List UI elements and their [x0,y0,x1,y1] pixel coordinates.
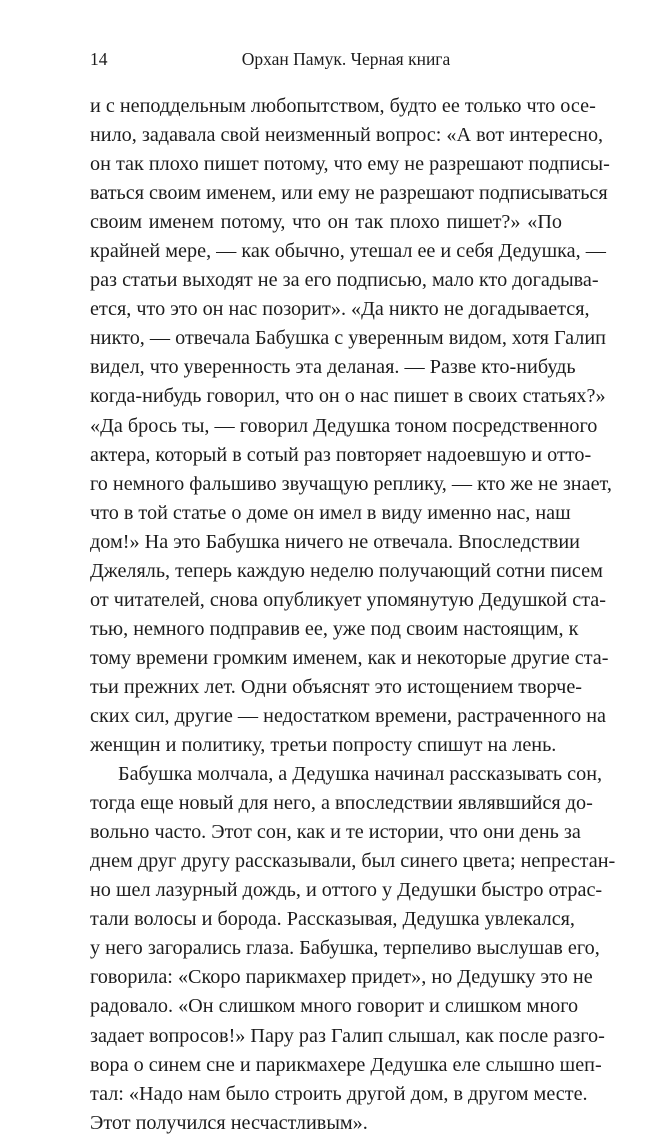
text-line: тали волосы и борода. Рассказывая, Дедушка увлекался, [90,908,575,931]
text-line: раз статьи выходят не за его подписью, мало кто догадыва- [90,269,599,292]
text-line: никто, — отвечала Бабушка с уверенным видом, хотя Галип [90,327,606,350]
text-line: крайней мере, — как обычно, утешал ее и себя Дедушка, — [90,240,606,263]
text-line: тью, немного подправив ее, уже под своим настоящим, к [90,617,579,640]
text-line: вольно часто. Этот сон, как и те истории, что они день за [90,821,581,844]
text-line: он так плохо пишет потому, что ему не разрешают подписы- [90,153,610,176]
text-line: радовало. «Он слишком много говорит и слишком много [90,995,579,1018]
text-line: актера, который в сотый раз повторяет надоевшую и отто- [90,443,592,466]
text-line: Этот получился несчастливым». [90,1111,368,1134]
page-number: 14 [90,49,108,69]
text-line: «Да брось ты, — говорил Дедушка тоном посредственного [90,414,598,437]
running-title: Орхан Памук. Черная книга [241,49,451,69]
text-line: Джеляль, теперь каждую неделю получающий сотни писем [90,559,603,582]
text-line: от читателей, снова опубликует упомянутую Дедушкой ста- [90,588,606,611]
text-line: ских сил, другие — недостатком времени, растраченного на [90,704,606,727]
text-line: говорила: «Скоро парикмахер придет», но Дедушку это не [90,966,593,989]
paragraph [90,92,612,760]
body-text [90,92,616,1138]
text-line: что в той статье о доме он имел в виду именно нас, наш [90,501,571,524]
page-header [90,47,562,71]
text-line: дом!» На это Бабушка ничего не отвечала. Впоследствии [90,530,580,553]
text-line: тал: «Надо нам было строить другой дом, в другом месте. [90,1082,588,1105]
text-line: женщин и политику, третьи попросту спишут на лень. [90,734,557,757]
text-line: го немного фальшиво звучащую реплику, — кто же не знает, [90,472,612,495]
text-line: тьи прежних лет. Одни объяснят это истощением творче- [90,675,583,698]
text-line: своим именем потому, что он так плохо пишет?» «По [90,211,562,234]
text-line: ваться своим именем, или ему не разрешают подписываться [90,182,608,205]
text-line: вора о синем сне и парикмахере Дедушка еле слышно шеп- [90,1053,602,1076]
text-line: задает вопросов!» Пару раз Галип слышал, как после разго- [90,1024,605,1047]
text-line: видел, что уверенность эта деланая. — Разве кто-нибудь [90,356,576,379]
text-line: Бабушка молчала, а Дедушка начинал рассказывать сон, [118,763,603,786]
text-line: и с неподдельным любопытством, будто ее только что осе- [90,95,596,117]
text-line: днем друг другу рассказывали, был синего цвета; непрестан- [90,850,616,873]
text-line: ется, что это он нас позорит». «Да никто не догадывается, [90,298,590,321]
text-line: нило, задавала свой неизменный вопрос: «А вот интересно, [90,124,604,147]
text-line: тогда еще новый для него, а впоследствии являвшийся до- [90,792,593,815]
text-line: но шел лазурный дождь, и оттого у Дедушки быстро отрас- [90,879,603,902]
paragraph [90,760,616,1138]
text-line: тому времени громким именем, как и некоторые другие ста- [90,646,609,669]
text-line: у него загорались глаза. Бабушка, терпеливо выслушав его, [90,937,600,960]
text-line: когда-нибудь говорил, что он о нас пишет в своих статьях?» [90,385,606,408]
